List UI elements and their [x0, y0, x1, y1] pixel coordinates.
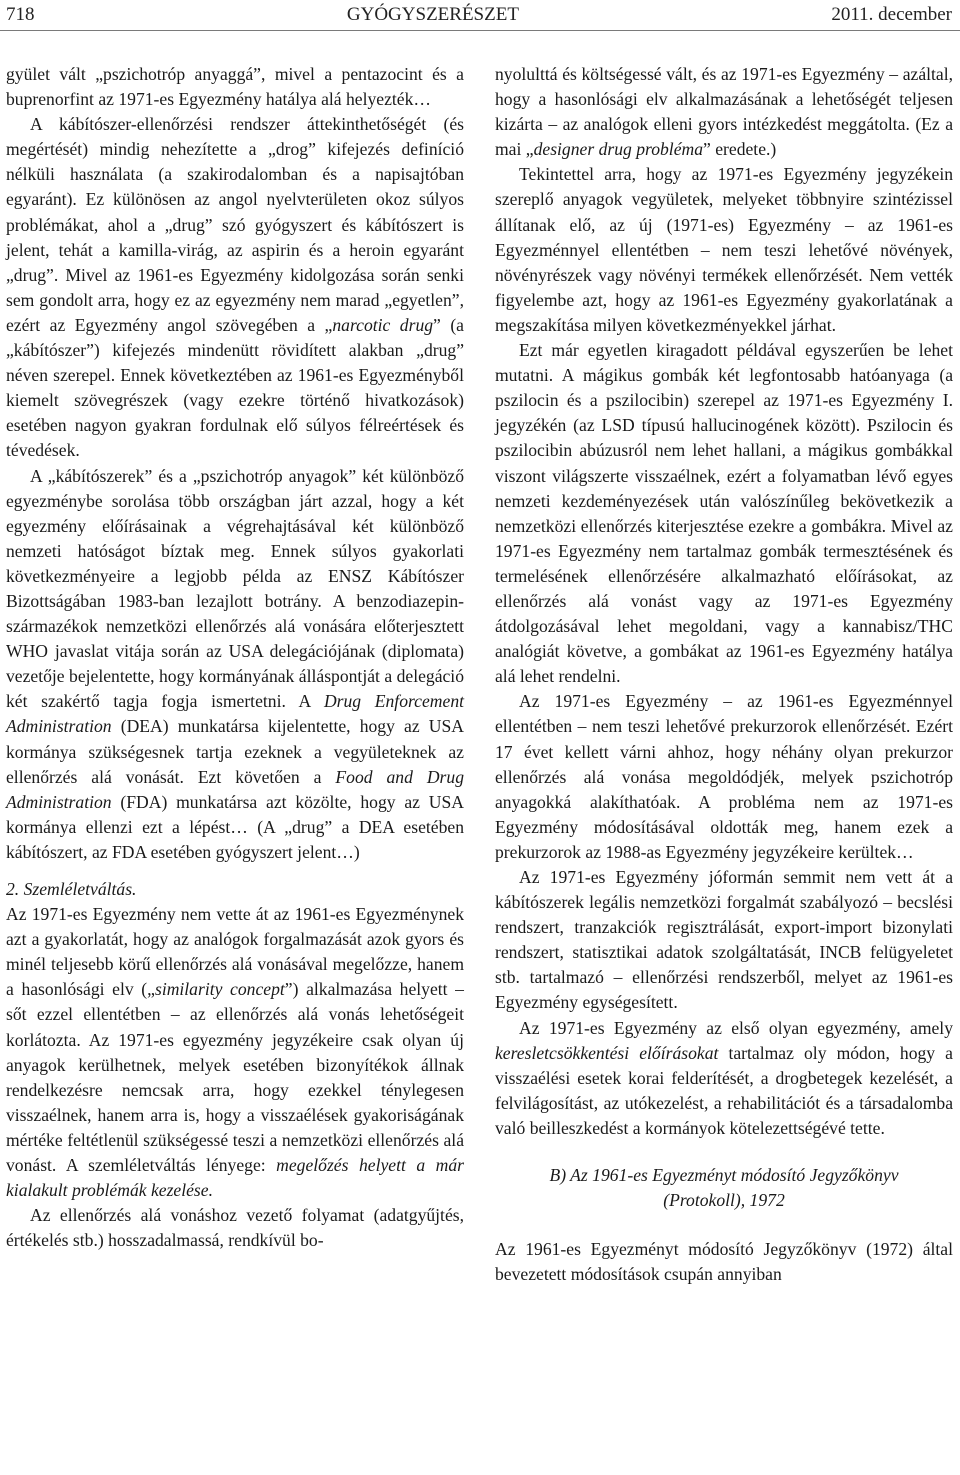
paragraph: nyolulttá és költségessé vált, és az 1971-es Egyezmény – azáltal, hogy a hasonlósági elv alkalmazásának a lehetőségét teljesen kizárta – az analógok elleni gyors intézkedést meggátolta. (Ez a mai „designer drug probléma” eredete.) [495, 64, 953, 160]
paragraph: A kábítószer-ellenőrzési rendszer áttekinthetőségét (és megértését) mindig nehezítette a „drog” kifejezés definíció nélküli használata (a szakirodalomban és a napisajtóban egyaránt). Ez különösen az angol nyelvterületen okoz súlyos problémákat, ahol a „drug” szó gyógyszert és kábítószert is jelent, tehát a kamilla-virág, az aspirin és a heroin egyaránt „drug”. Mivel az 1961-es Egyezmény kidolgozása során senki sem gondolt arra, hogy ez az egyezmény nem marad „egyetlen”, ezért az Egyezmény angol szövegében a „narcotic drug” (a „kábítószer”) kifejezés mindenütt rövidített alakban „drug” néven szerepel. Ennek következtében az 1961-es Egyezményből kiemelt szövegrészek (vagy ezekre történő hivatkozások) esetében nagyon gyakran fordulnak elő súlyos félreértések és tévedések. [6, 114, 464, 461]
paragraph: Az 1971-es Egyezmény – az 1961-es Egyezménnyel ellentétben – nem teszi lehetővé prekurzorok ellenőrzését. Ezért 17 évet kellett várni ahhoz, hogy néhány olyan prekurzor ellenőrzés alá vonása megoldódjék, melyek pszichotróp anyagokká alakíthatóak. A probléma nem az 1971-es Egyezmény módosításával oldották meg, hanem ezek a prekurzorok az 1988-as Egyezmény jegyzékeire kerültek… [495, 691, 953, 862]
left-column [6, 62, 464, 1253]
paragraph: A „kábítószerek” és a „pszichotróp anyagok” két különböző egyezménybe sorolása több országban járt azzal, hogy a két egyezmény előírásainak a végrehajtásával két különböző nemzeti hatóságot bíztak meg. Ennek súlyos gyakorlati következményeire a legjobb példa az ENSZ Kábítószer Bizottságában 1983-ban lezajlott botrány. A benzodiazepin-származékok nemzetközi ellenőrzés alá vonására előterjesztett WHO javaslat vitája során az USA delegációjának (diplomata) vezetője bejelentette, hogy kormányának álláspontját a delegáció két szakértő tagja fogja ismertetni. A Drug Enforcement Administration (DEA) munkatársa kijelentette, hogy az USA kormánya szükségesnek tartja ezeknek a vegyületeknek az ellenőrzés alá vonását. Ezt követően a Food and Drug Administration (FDA) munkatársa azt közölte, hogy az USA kormánya ellenzi ezt a lépést… (A „drug” a DEA esetében kábítószert, az FDA esetében gyógyszert jelent…) [6, 465, 465, 862]
right-column [495, 62, 953, 1287]
paragraph: Az 1961-es Egyezményt módosító Jegyzőkönyv (1972) által bevezetett módosítások csupán annyiban [495, 1239, 953, 1285]
section-heading: 2. Szemléletváltás. [6, 879, 137, 899]
page-number: 718 [6, 4, 35, 25]
page-header [6, 2, 952, 28]
issue-date: 2011. december [831, 4, 952, 25]
journal-title: GYÓGYSZERÉSZET [346, 4, 519, 25]
paragraph: gyület vált „pszichotróp anyaggá”, mivel a pentazocint és a buprenorfint az 1971-es Egyezmény hatálya alá helyezték… [6, 64, 464, 110]
paragraph: Az 1971-es Egyezmény jóformán semmit nem vett át a kábítószerek legális nemzetközi forgalmát szabályozó – becslési rendszert, tranzakciók regisztrálását, export-import bizonylati rendszert, statisztikai adatok szolgáltatását, INCB felügyeletet stb. tartalmazó – ellenőrzési rendszerből, melyet az 1961-es Egyezmény egységesített. [495, 867, 953, 1013]
paragraph: Az 1971-es Egyezmény az első olyan egyezmény, amely keresletcsökkentési előírásokat tartalmaz oly módon, hogy a visszaélési esetek korai felderítését, a drogbetegek kezelését, a felvilágosítást, az utókezelést, a rehabilitációt és a társadalomba való beilleszkedést a kormányok kötelezettségévé tette. [495, 1017, 953, 1138]
subsection-heading: B) Az 1961-es Egyezményt módosító Jegyzőkönyv (Protokoll), 1972 [549, 1165, 899, 1211]
paragraph: Az ellenőrzés alá vonáshoz vezető folyamat (adatgyűjtés, értékelés stb.) hosszadalmassá, rendkívül bo- [6, 1205, 464, 1251]
header-divider [0, 30, 960, 31]
paragraph: Ezt már egyetlen kiragadott példával egyszerűen be lehet mutatni. A mágikus gombák két legfontosabb hatóanyaga (a pszilocin és a pszilocibin) szerepel az 1971-es Egyezmény I. jegyzékén (az LSD típusú hallucinogének között). Pszilocin és pszilocibin abúzusról nem lehet hallani, a mágikus gombákkal viszont világszerte visszaélnek, ezért a folyamatban lévő egyes nemzeti kezdeményezések után valószínűleg bekövetkezik a nemzetközi ellenőrzés kiterjesztése ezekre a gombákra. Mivel az 1971-es Egyezmény nem tartalmaz gombák termesztésének és termelésének ellenőrzésére alkalmazható előírásokat, az ellenőrzés alá vonást vagy az 1971-es Egyezmény átdolgozásával lehet megoldani, vagy a kannabisz/THC analógiát követve, a gombákat az 1961-es Egyezmény hatálya alá lehet rendelni. [495, 340, 953, 687]
paragraph: Az 1971-es Egyezmény nem vette át az 1961-es Egyezménynek azt a gyakorlatát, hogy az analógok forgalmazását azok gyors és minél teljesebb körű ellenőrzés alá vonásával megelőzze, hanem a hasonlósági elv („similarity concept”) alkalmazása helyett – sőt ezzel ellentétben – az ellenőrzés alá vonás lehetőségeit korlátozta. Az 1971-es egyezmény jegyzékeire csak olyan új anyagok kerülhetnek, melyek esetében bizonyítékok állnak rendelkezésre nemcsak arra, hogy ezekkel ténylegesen visszaélnek, hanem arra is, hogy a visszaélések gyakoriságának mértéke feltétlenül szükségessé teszi a nemzetközi ellenőrzés alá vonást. A szemléletváltás lényege: megelőzés helyett a már kialakult problémák kezelése. [6, 904, 464, 1201]
paragraph: Tekintettel arra, hogy az 1971-es Egyezmény jegyzékein szereplő anyagok vegyületek, melyeket többnyire szintézissel állítanak elő, az új (1971-es) Egyezmény – az 1961-es Egyezménnyel ellentétben – nem teszi lehetővé növények, növényrészek vagy növényi termékek ellenőrzését. Nem vették figyelembe azt, hogy az 1961-es Egyezmény gyakorlatának a megszakítása milyen következményekkel járhat. [495, 164, 953, 335]
